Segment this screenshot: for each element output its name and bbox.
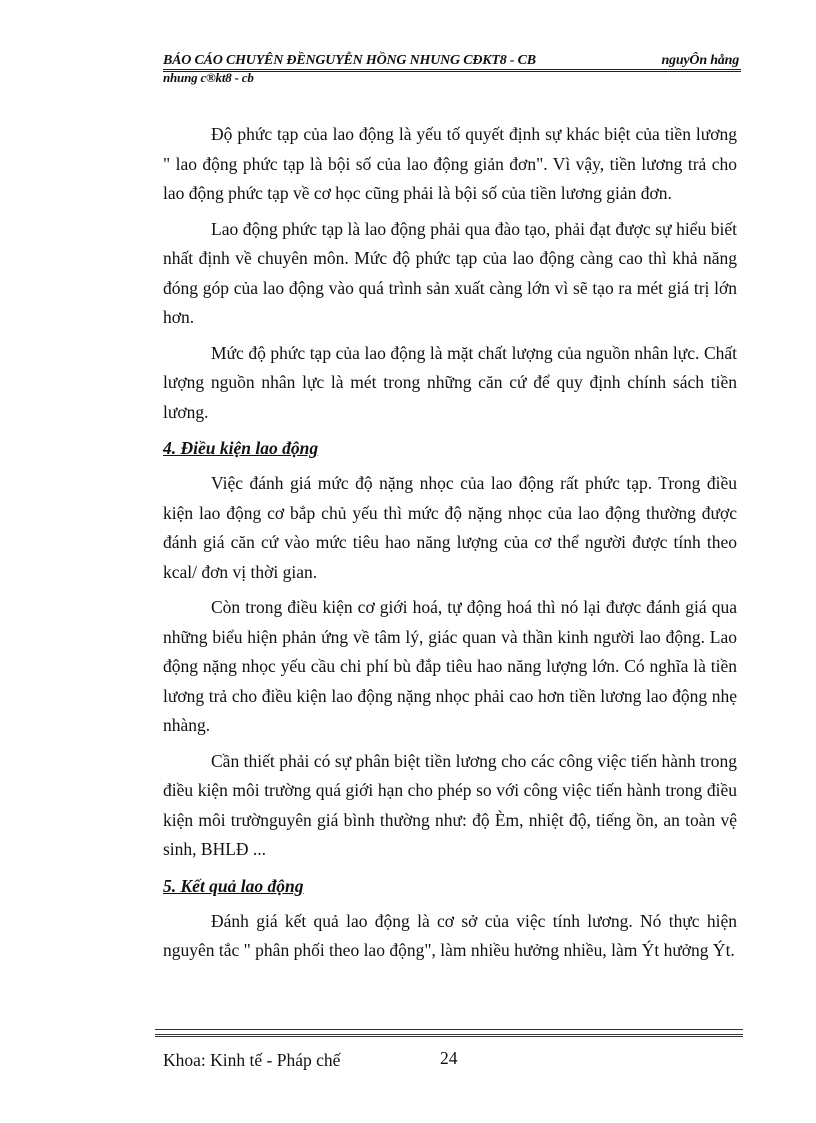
paragraph-7: Đánh giá kết quả lao động là cơ sở của việc tính lương. Nó thực hiện nguyên tắc " phân phối theo lao động", làm nhiều hưởng nhiều, làm Ýt hưởng Ýt. (163, 910, 737, 960)
paragraph-1: Độ phức tạp của lao động là yếu tố quyết định sự khác biệt của tiền lương " lao động phức tạp là bội số của lao động giản đơn". Vì vậy, tiền lương trả cho lao động phức tạp về cơ học cũng phải là bội số của tiền lương giản đơn. (163, 124, 737, 203)
paragraph-2: Lao động phức tạp là lao động phải qua đào tạo, phải đạt được sự hiểu biết nhất định về chuyên môn. Mức độ phức tạp của lao động càng cao thì khả năng đóng góp của lao động vào quá trình sản xuất càng lớn vì sẽ tạo ra mét giá trị lớn hơn. (163, 218, 737, 327)
paragraph-3: Mức độ phức tạp của lao động là mặt chất lượng của nguồn nhân lực. Chất lượng nguồn nhân lực là mét trong những căn cứ để quy định chính sách tiền lương. (163, 342, 737, 422)
page-number: 24 (440, 1048, 458, 1068)
footer-divider-inner (155, 1036, 743, 1037)
footer-faculty: Khoa: Kinh tế - Pháp chế (163, 1050, 341, 1070)
paragraph-5: Còn trong điều kiện cơ giới hoá, tự động hoá thì nó lại được đánh giá qua những biểu hiện phản ứng về tâm lý, giác quan và thần kinh người lao động. Lao động nặng nhọc yếu cầu chi phí bù đắp tiêu hao năng lượng lớn. Có nghĩa là tiền lương trả cho điều kiện lao động nặng nhọc phải cao hơn tiền lương lao động nhẹ nhàng. (163, 597, 737, 735)
section-heading-4: 4. Điều kiện lao động (163, 438, 319, 458)
paragraph-6: Cần thiết phải có sự phân biệt tiền lương cho các công việc tiến hành trong điều kiện môi trường quá giới hạn cho phép so với công việc tiến hành trong điều kiện môi trườnguyên giá bình thường như: độ Èm, nhiệt độ, tiếng ồn, an toàn vệ sinh, BHLĐ ... (163, 750, 737, 859)
footer-divider (155, 1029, 743, 1035)
header-title: BÁO CÁO CHUYÊN ĐỀNGUYỄN HỒNG NHUNG CĐKT8 - CB (163, 53, 536, 68)
paragraph-4: Việc đánh giá mức độ nặng nhọc của lao động rất phức tạp. Trong điều kiện lao động cơ bắp chủ yếu thì mức độ nặng nhọc của lao động thường được đánh giá căn cứ vào mức tiêu hao năng lượng của cơ thể người được tính theo kcal/ đơn vị thời gian. (163, 473, 737, 582)
header-author: nguyÔn hång (661, 53, 739, 68)
header-subtitle: nhung c®kt8 - cb (163, 70, 254, 85)
document-body (163, 120, 737, 972)
section-heading-5: 5. Kết quả lao động (163, 875, 304, 896)
